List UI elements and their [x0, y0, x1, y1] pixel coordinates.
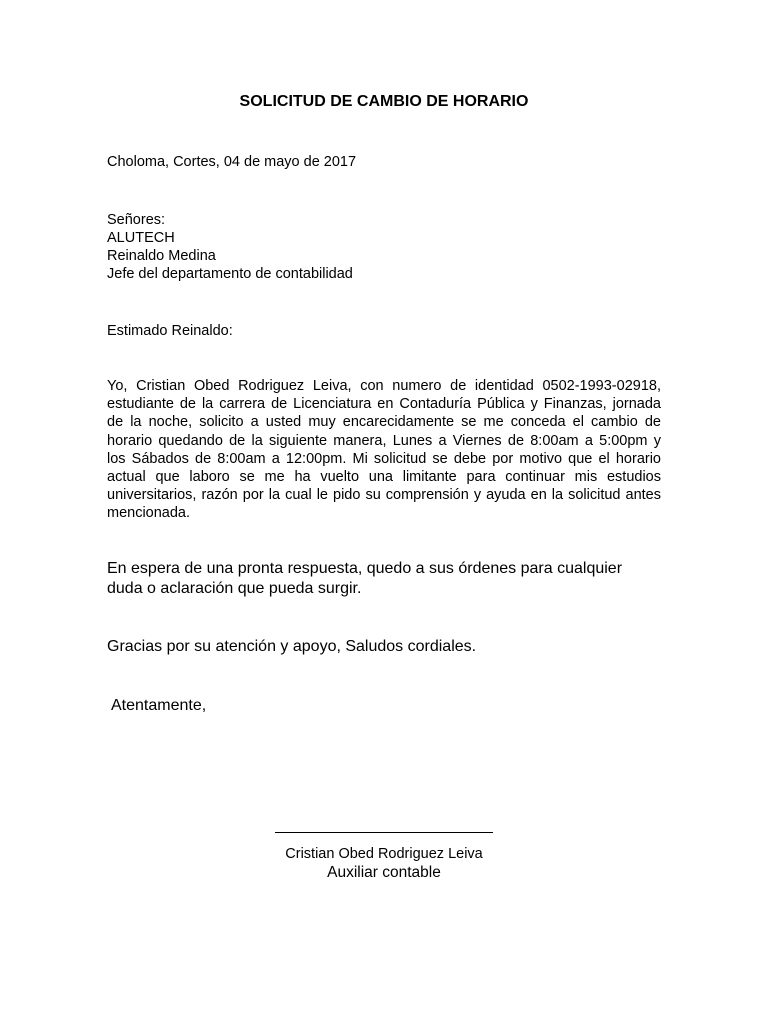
signature-line — [275, 832, 493, 833]
body-line: universitarios, razón por la cual le pido su comprensión y ayuda en la solicitud antes — [107, 487, 661, 504]
body-line: Yo, Cristian Obed Rodriguez Leiva, con numero de identidad 0502-1993-02918, — [107, 378, 661, 394]
body-line: estudiante de la carrera de Licenciatura en Contaduría Pública y Finanzas, jornada — [107, 396, 661, 413]
recipient-name: Reinaldo Medina — [107, 248, 216, 264]
signature-role: Auxiliar contable — [327, 864, 441, 881]
sign-off: Atentamente, — [111, 697, 207, 714]
place-date: Choloma, Cortes, 04 de mayo de 2017 — [107, 154, 357, 170]
thanks-line: Gracias por su atención y apoyo, Saludos cordiales. — [107, 638, 477, 655]
signature-name: Cristian Obed Rodriguez Leiva — [285, 846, 483, 862]
body-line: actual que laboro se me ha vuelto una limitante para continuar mis estudios — [107, 469, 661, 486]
body-line: los Sábados de 8:00am a 12:00pm. Mi solicitud se debe por motivo que el horario — [107, 450, 661, 467]
body-line: horario quedando de la siguiente manera, Lunes a Viernes de 8:00am a 5:00pm y — [107, 432, 661, 449]
closing-line: En espera de una pronta respuesta, quedo a sus órdenes para cualquier — [107, 560, 623, 577]
closing-line: duda o aclaración que pueda surgir. — [107, 580, 362, 597]
recipient-salutation-header: Señores: — [107, 212, 166, 228]
recipient-company: ALUTECH — [107, 230, 175, 246]
body-line: mencionada. — [107, 505, 191, 522]
body-paragraph — [107, 377, 661, 523]
greeting: Estimado Reinaldo: — [107, 323, 233, 339]
document-title: SOLICITUD DE CAMBIO DE HORARIO — [239, 93, 529, 110]
body-line: de la noche, solicito a usted muy encarecidamente se me conceda el cambio de — [107, 414, 661, 431]
recipient-position: Jefe del departamento de contabilidad — [107, 266, 353, 282]
